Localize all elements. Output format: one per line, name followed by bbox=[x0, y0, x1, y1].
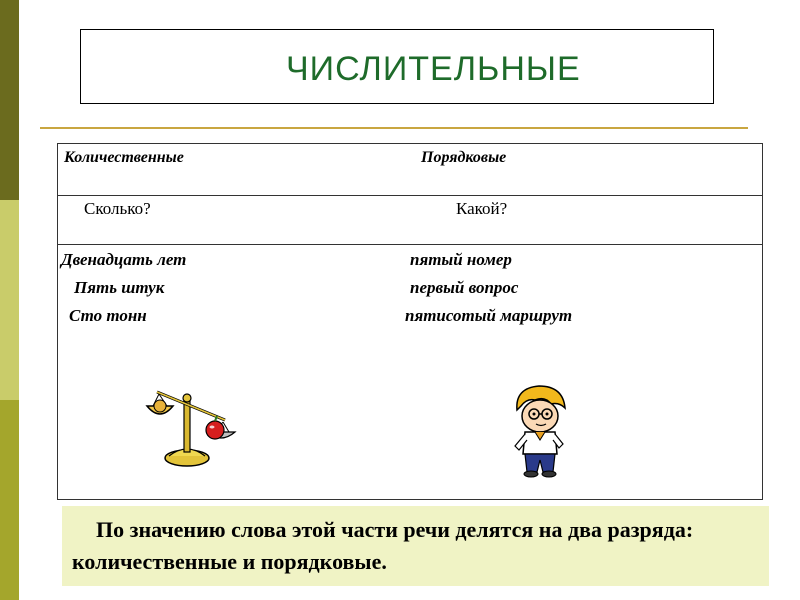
boy-icon bbox=[505, 380, 575, 480]
example-quantitative-1: Двенадцать лет bbox=[61, 250, 187, 269]
sidebar-stripe-dark bbox=[0, 0, 19, 200]
page-title: ЧИСЛИТЕЛЬНЫЕ bbox=[286, 50, 581, 88]
scales-icon bbox=[145, 378, 240, 470]
example-ordinal-2: первый вопрос bbox=[410, 278, 519, 297]
example-ordinal-3: пятисотый маршрут bbox=[405, 306, 573, 325]
title-box bbox=[80, 29, 714, 104]
header-ordinal: Порядковые bbox=[421, 149, 507, 166]
example-quantitative-2: Пять штук bbox=[74, 278, 165, 297]
sidebar-stripe-light bbox=[0, 200, 19, 400]
header-quantitative: Количественные bbox=[64, 149, 184, 166]
divider-line bbox=[40, 127, 748, 129]
table-row-divider bbox=[58, 195, 762, 196]
example-quantitative-3: Сто тонн bbox=[69, 306, 147, 325]
note-sentence: По значению слова этой части речи делятся на два разряда: количественные и порядковые. bbox=[72, 517, 694, 574]
question-quantitative: Сколько? bbox=[84, 199, 151, 218]
table-row-divider bbox=[58, 244, 762, 245]
example-ordinal-1: пятый номер bbox=[410, 250, 512, 269]
sidebar-stripe-mid bbox=[0, 400, 19, 600]
note-box bbox=[62, 506, 769, 586]
note-text bbox=[72, 514, 762, 578]
question-ordinal: Какой? bbox=[456, 199, 508, 218]
